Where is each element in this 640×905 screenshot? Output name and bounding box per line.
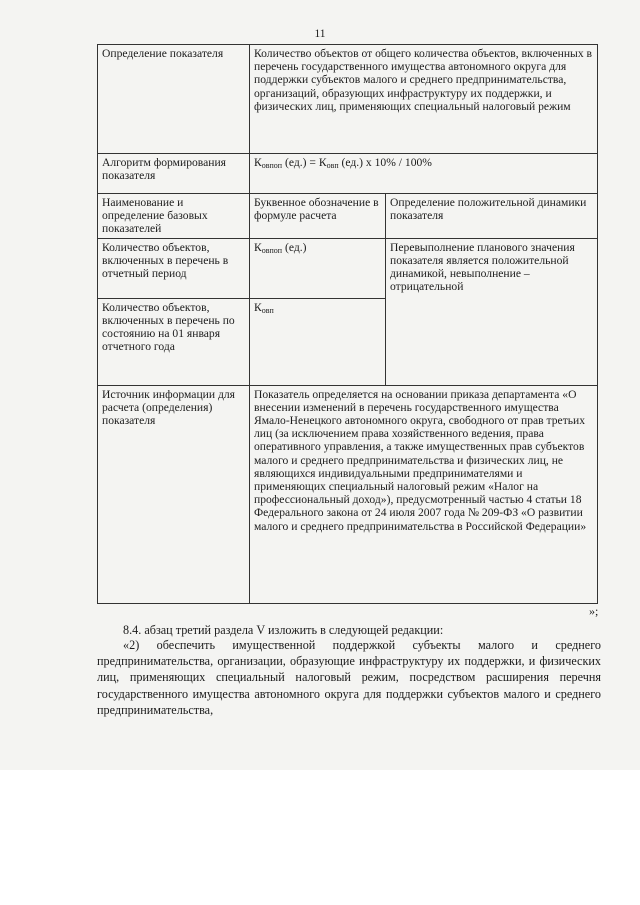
table-row-base-1 [98, 238, 598, 298]
formula-lhs-symbol: К [254, 156, 262, 169]
paragraph-amendment-intro: 8.4. абзац третий раздела V изложить в следующей редакции: [123, 623, 444, 637]
dynamics-definition: Перевыполнение планового значения показателя является положительной динамикой, невыполнение – отрицательной [386, 238, 598, 385]
indicator-table [97, 44, 598, 604]
base-symbol-1-sub: овпоп [261, 245, 283, 255]
base-name-1: Количество объектов, включенных в перечень в отчетный период [98, 238, 250, 298]
formula-rhs-sub: овп [326, 161, 339, 170]
header-name: Наименование и определение базовых показателей [98, 194, 250, 239]
definition-label: Определение показателя [98, 45, 250, 154]
base-symbol-2-sub: овп [261, 305, 274, 315]
paragraph-amendment-text: «2) обеспечить имущественной поддержкой субъекты малого и среднего предпринимательства, организации, образующие инфраструктуру их поддержки, и физических лиц, применяющих специальный налоговый режим, посредством расширения перечня государственного имущества автономного округа для поддержки субъектов малого и среднего предпринимательства, [97, 638, 601, 717]
base-symbol-2 [250, 298, 386, 385]
base-symbol-1-letter: К [254, 240, 262, 254]
table-row-header [98, 194, 598, 239]
algorithm-label: Алгоритм формирования показателя [98, 154, 250, 194]
formula [250, 154, 598, 194]
definition-text: Количество объектов от общего количества объектов, включенных в перечень государственного имущества автономного округа для поддержки субъектов малого и среднего предпринимательства, организаций, образующих инфраструктуру их поддержки, и физических лиц, применяющих специальный налоговый режим [250, 45, 598, 154]
table-row-algorithm [98, 154, 598, 194]
source-text: Показатель определяется на основании приказа департамента «О внесении изменений в перечень государственного имущества Ямало-Ненецкого автономного округа, свободного от прав третьих лиц (за исключением права хозяйственного ведения, права оперативного управления, а также имущественных прав субъектов малого и среднего предпринимательства и физических лиц, не являющихся индивидуальными предпринимателями и применяющих специальный налоговый режим «Налог на профессиональный доход»), предусмотренный частью 4 статьи 18 Федерального закона от 24 июля 2007 года № 209-ФЗ «О развитии малого и среднего предпринимательства в Российской Федерации» [250, 385, 598, 603]
header-symbol: Буквенное обозначение в формуле расчета [250, 194, 386, 239]
blank-area [0, 770, 640, 905]
base-name-2: Количество объектов, включенных в перечень по состоянию на 01 января отчетного года [98, 298, 250, 385]
base-symbol-2-letter: К [254, 300, 262, 314]
formula-equals: (ед.) = К [282, 156, 327, 169]
table-row-source [98, 385, 598, 603]
base-symbol-1-unit: (ед.) [282, 240, 307, 254]
closing-quote-mark: »; [589, 604, 599, 618]
source-label: Источник информации для расчета (определения) показателя [98, 385, 250, 603]
header-dynamics: Определение положительной динамики показателя [386, 194, 598, 239]
formula-rest: (ед.) х 10% / 100% [338, 156, 432, 169]
base-symbol-1 [250, 238, 386, 298]
table-row-definition [98, 45, 598, 154]
formula-lhs-sub: овпоп [261, 161, 283, 170]
page-number: 11 [314, 28, 326, 40]
